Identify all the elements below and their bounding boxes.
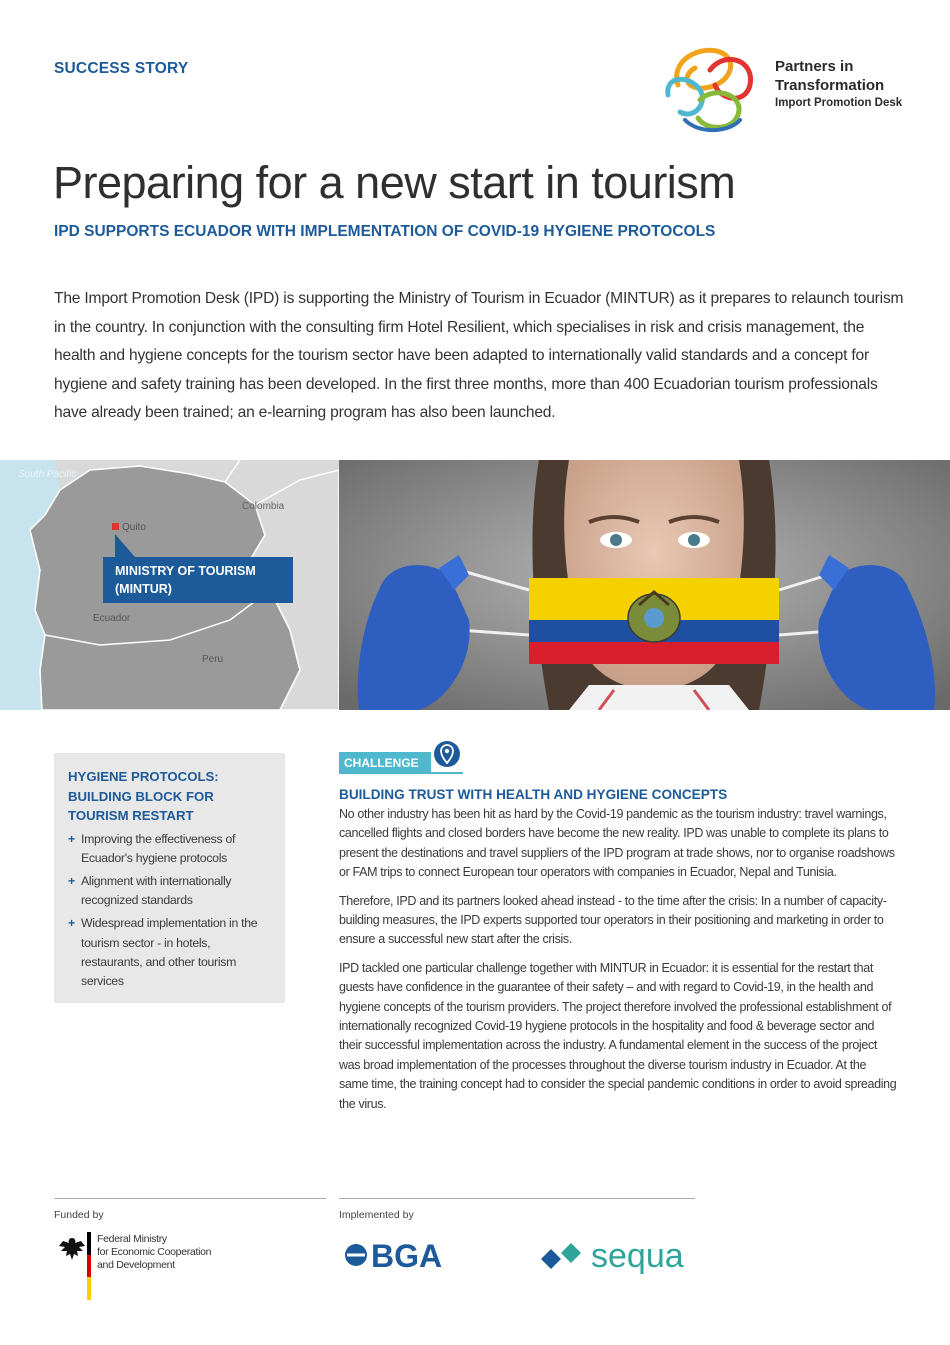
bmz-line-3: and Development: [97, 1258, 175, 1271]
sidebar-item-text: Widespread implementation in the tourism sector - in hotels, restaurants, and other tourism services: [81, 916, 258, 988]
map-label-ecuador: Ecuador: [93, 613, 131, 624]
german-flag-bar: [87, 1232, 91, 1300]
ministry-callout-line-1: MINISTRY OF TOURISM: [115, 564, 256, 578]
ecuador-map: [0, 460, 339, 710]
bmz-line-1: Federal Ministry: [97, 1233, 167, 1245]
sidebar-item-text: Alignment with internationally recognized standards: [81, 873, 232, 908]
challenge-paragraph: Therefore, IPD and its partners looked ahead instead - to the time after the crisis: In a number of capacity-building measures, the IPD experts supported tour operators in their positioning and marketing in order to ensure a successful new start after the crisis.: [339, 893, 887, 947]
federal-eagle-icon: [57, 1236, 87, 1262]
location-pin-icon: [427, 739, 467, 775]
photo-graphic: [339, 460, 950, 710]
map-label-quito: Quito: [122, 522, 146, 533]
logo-line-2: Transformation: [775, 77, 885, 94]
partners-in-transformation-logo: [660, 40, 760, 135]
ministry-callout-line-2: (MINTUR): [115, 582, 172, 596]
funded-by-label: Funded by: [54, 1209, 104, 1221]
logo-line-3: Import Promotion Desk: [775, 97, 903, 109]
sidebar-item-text: Improving the effectiveness of Ecuador's hygiene protocols: [81, 831, 236, 865]
plus-icon: +: [68, 831, 75, 846]
plus-icon: +: [68, 873, 75, 888]
sidebar-title: HYGIENE PROTOCOLS: BUILDING BLOCK FOR TOURISM RESTART: [68, 769, 219, 823]
hygiene-protocols-sidebar: [54, 753, 285, 1003]
sequa-wordmark: sequa: [591, 1237, 684, 1275]
challenge-paragraph: No other industry has been hit as hard by the Covid-19 pandemic as the tourism industry: travel warnings, cancelled flights and closed borders have become the new reality. IPD was unable to complete its plans to present the destinations and travel suppliers of the IPD program at trade shows, nor to organise roadshows or FAM trips to connect European tour operators with companies in Ecuador, Nepal and Tunisia.: [339, 807, 895, 880]
sidebar-list-item: [68, 872, 273, 910]
sequa-logo: [537, 1231, 697, 1281]
map-label-peru: Peru: [202, 654, 224, 665]
plus-icon: +: [68, 916, 75, 931]
challenge-badge: CHALLENGE: [339, 752, 431, 774]
challenge-paragraph: IPD tackled one particular challenge together with MINTUR in Ecuador: it is essential for the restart that guests have confidence in the guarantee of their safety – and with regard to Covid-19, in the health and hygiene concepts of the tourism providers. The project therefore involved the professional establishment of internationally recognized Covid-19 hygiene protocols in the hospitality and food & beverage sector and their successful implementation across the industry. A fundamental element in the success of the project was broad implementation of the processes throughout the diverse tourism industry in Ecuador. At the same time, the training concept had to consider the special pandemic conditions in order to avoid spreading the virus.: [339, 960, 897, 1111]
ministry-callout: [103, 557, 293, 603]
intro-paragraph: The Import Promotion Desk (IPD) is supporting the Ministry of Tourism in Ecuador (MINTUR) as it prepares to relaunch tourism in the country. In conjunction with the consulting firm Hotel Resilient, which specialises in risk and crisis management, the health and hygiene concepts for the tourism sector have been adapted to internationally valid standards and a concept for hygiene and safety training has been developed. In the first three months, more than 400 Ecuadorian tourism professionals have already been trained; an e-learning program has also been launched.: [54, 290, 904, 422]
bga-wordmark: BGA: [371, 1238, 443, 1273]
masked-woman-photo: [339, 460, 950, 710]
map-label-colombia: Colombia: [242, 501, 285, 512]
sidebar-list-item: [68, 914, 273, 991]
partners-in-transformation-wordmark: [775, 57, 902, 111]
challenge-title: BUILDING TRUST WITH HEALTH AND HYGIENE CONCEPTS: [339, 787, 728, 802]
kicker-success-story: SUCCESS STORY: [54, 60, 189, 77]
page-title: Preparing for a new start in tourism: [53, 157, 736, 208]
implemented-by-label: Implemented by: [339, 1209, 414, 1221]
bga-logo: [343, 1237, 468, 1273]
footer-divider-implemented: [339, 1198, 695, 1199]
footer-divider-funded: [54, 1198, 326, 1199]
page-subtitle: IPD SUPPORTS ECUADOR WITH IMPLEMENTATION OF COVID-19 HYGIENE PROTOCOLS: [54, 223, 716, 240]
sidebar-list-item: [68, 830, 273, 868]
bmz-ministry-name: [97, 1233, 211, 1271]
map-label-ocean: South Pacific: [18, 469, 77, 480]
challenge-body: [339, 805, 897, 1123]
logo-line-1: Partners in: [775, 58, 854, 75]
bmz-line-2: for Economic Cooperation: [97, 1245, 212, 1258]
